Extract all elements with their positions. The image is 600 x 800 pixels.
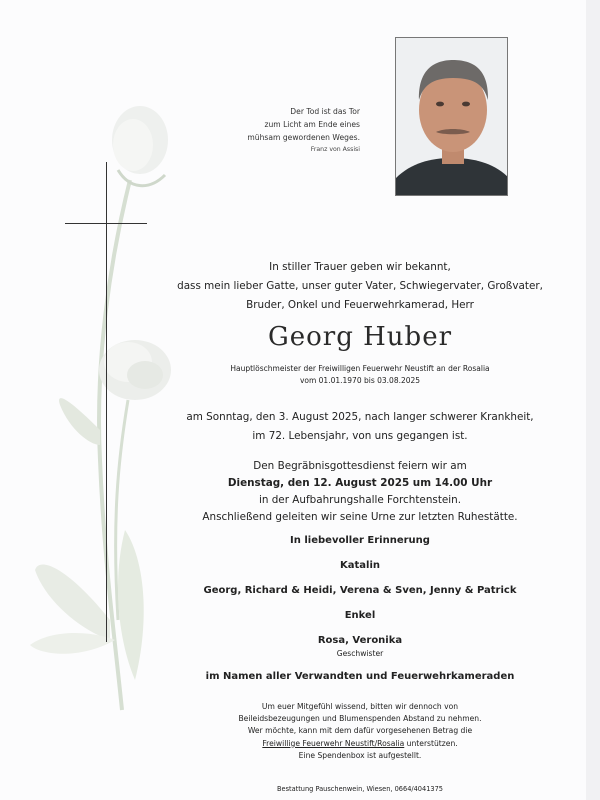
notes [150, 701, 570, 762]
deceased-title [150, 363, 570, 387]
note-line: Um euer Mitgefühl wissend, bitten wir dennoch von [261, 702, 459, 711]
funeral-info [150, 458, 570, 526]
note-line: Beileidsbezeugungen und Blumenspenden Abstand zu nehmen. [238, 714, 482, 724]
note-line: Eine Spendenbox ist aufgestellt. [298, 750, 422, 760]
funeral-location: in der Aufbahrungshalle Forchtenstein. [258, 494, 462, 506]
family-grandchildren: Enkel [344, 610, 376, 621]
deceased-name: Georg Huber [267, 322, 453, 352]
death-notice [150, 408, 570, 446]
funeral-line: Anschließend geleiten wir seine Urne zur letzten Ruhestätte. [202, 511, 518, 523]
family-siblings-label: Geschwister [336, 649, 384, 658]
announcement-line: dass mein lieber Gatte, unser guter Vater, Schwiegervater, Großvater, [177, 280, 543, 292]
cross-vertical [106, 162, 107, 642]
title-dates: vom 01.01.1970 bis 03.08.2025 [299, 376, 421, 385]
note-line: Wer möchte, kann mit dem dafür vorgesehenen Betrag die [247, 726, 473, 736]
motto-line: Der Tod ist das Tor [290, 107, 360, 116]
family-children: Georg, Richard & Heidi, Verena & Sven, Jenny & Patrick [203, 585, 517, 596]
announcement-line: Bruder, Onkel und Feuerwehrkamerad, Herr [246, 299, 474, 311]
family-spouse: Katalin [340, 560, 380, 571]
portrait-photo [395, 37, 508, 196]
family-siblings: Rosa, Veronika [317, 635, 403, 646]
donation-recipient: Freiwillige Feuerwehr Neustift/Rosalia [262, 738, 405, 748]
death-line: im 72. Lebensjahr, von uns gegangen ist. [252, 430, 468, 442]
funeral-date: Dienstag, den 12. August 2025 um 14.00 Uhr [227, 477, 493, 489]
announcement [150, 258, 570, 315]
note-line-rest: unterstützen. [404, 738, 458, 748]
motto-quote [210, 106, 360, 157]
family-others: im Namen aller Verwandten und Feuerwehrkameraden [205, 671, 515, 682]
undertaker: Bestattung Pauschenwein, Wiesen, 0664/4041375 [277, 785, 443, 793]
title-line: Hauptlöschmeister der Freiwilligen Feuerwehr Neustift an der Rosalia [230, 364, 490, 373]
motto-line: zum Licht am Ende eines [264, 119, 360, 129]
portrait-image [396, 38, 508, 196]
funeral-line: Den Begräbnisgottesdienst feiern wir am [253, 460, 467, 472]
family-heading: In liebevoller Erinnerung [290, 535, 430, 546]
cross-horizontal [65, 223, 147, 224]
motto-author: Franz von Assisi [310, 146, 360, 154]
death-line: am Sonntag, den 3. August 2025, nach langer schwerer Krankheit, [186, 411, 534, 423]
motto-line: mühsam gewordenen Weges. [247, 132, 360, 142]
announcement-line: In stiller Trauer geben wir bekannt, [269, 261, 451, 273]
